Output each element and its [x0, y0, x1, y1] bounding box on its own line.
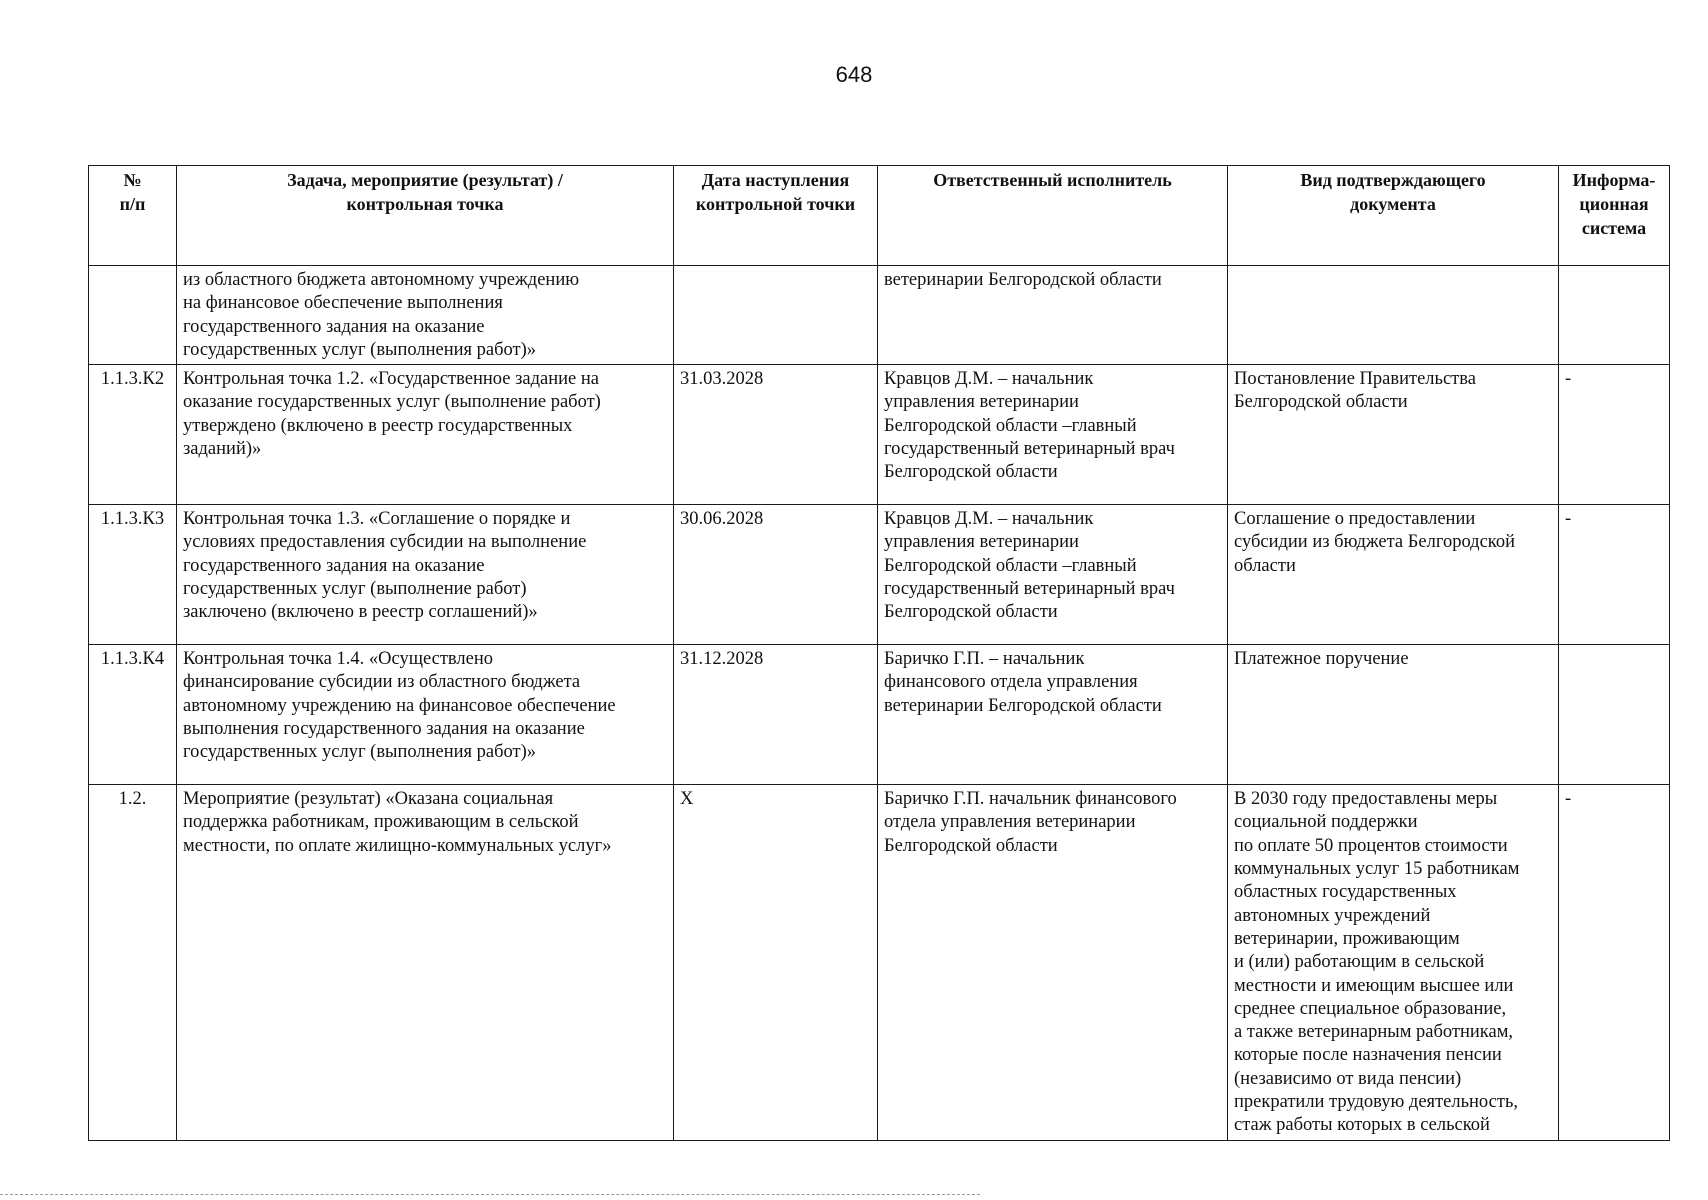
- row-date: 30.06.2028: [674, 505, 878, 645]
- row-date: X: [674, 785, 878, 1140]
- row-executor: Баричко Г.П. – начальник финансового отдела управления ветеринарии Белгородской области: [878, 645, 1228, 785]
- row-task: из областного бюджета автономному учреждению на финансовое обеспечение выполнения государственного задания на оказание государственных услуг (выполнения работ)»: [177, 266, 674, 365]
- table-row: [89, 266, 1670, 365]
- row-number: 1.1.3.К3: [89, 505, 177, 645]
- row-system: -: [1559, 785, 1670, 1140]
- row-date: [674, 266, 878, 365]
- row-system: [1559, 645, 1670, 785]
- header-system: Информа- ционная система: [1559, 166, 1670, 266]
- control-points-table: [88, 165, 1670, 1141]
- row-date: 31.12.2028: [674, 645, 878, 785]
- row-document: Постановление Правительства Белгородской области: [1228, 365, 1559, 505]
- row-date: 31.03.2028: [674, 365, 878, 505]
- header-executor: Ответственный исполнитель: [878, 166, 1228, 266]
- table-row: [89, 785, 1670, 1140]
- row-number: 1.1.3.К2: [89, 365, 177, 505]
- row-task: Контрольная точка 1.2. «Государственное задание на оказание государственных услуг (выполнение работ) утверждено (включено в реестр государственных заданий)»: [177, 365, 674, 505]
- row-document: В 2030 году предоставлены меры социальной поддержки по оплате 50 процентов стоимости коммунальных услуг 15 работникам областных государственных автономных учреждений ветеринарии, проживающим и (или) работающим в сельской местности и имеющим высшее или среднее специальное образование, а также ветеринарным работникам, которые после назначения пенсии (независимо от вида пенсии) прекратили трудовую деятельность, стаж работы которых в сельской: [1228, 785, 1559, 1140]
- table-row: [89, 365, 1670, 505]
- row-number: 1.1.3.К4: [89, 645, 177, 785]
- row-system: [1559, 266, 1670, 365]
- row-task: Контрольная точка 1.3. «Соглашение о порядке и условиях предоставления субсидии на выполнение государственного задания на оказание государственных услуг (выполнение работ) заключено (включено в реестр соглашений)»: [177, 505, 674, 645]
- row-executor: Кравцов Д.М. – начальник управления ветеринарии Белгородской области –главный государственный ветеринарный врач Белгородской области: [878, 365, 1228, 505]
- scan-edge-line: [0, 1194, 980, 1195]
- header-task: Задача, мероприятие (результат) / контрольная точка: [177, 166, 674, 266]
- row-executor: Кравцов Д.М. – начальник управления ветеринарии Белгородской области –главный государственный ветеринарный врач Белгородской области: [878, 505, 1228, 645]
- row-document: [1228, 266, 1559, 365]
- row-system: -: [1559, 365, 1670, 505]
- row-number: 1.2.: [89, 785, 177, 1140]
- row-executor: Баричко Г.П. начальник финансового отдела управления ветеринарии Белгородской области: [878, 785, 1228, 1140]
- row-executor: ветеринарии Белгородской области: [878, 266, 1228, 365]
- row-document: Платежное поручение: [1228, 645, 1559, 785]
- header-row: [89, 166, 1670, 266]
- page-number: 648: [835, 62, 873, 87]
- header-document: Вид подтверждающего документа: [1228, 166, 1559, 266]
- header-date: Дата наступления контрольной точки: [674, 166, 878, 266]
- row-task: Контрольная точка 1.4. «Осуществлено финансирование субсидии из областного бюджета автономному учреждению на финансовое обеспечение выполнения государственного задания на оказание государственных услуг (выполнения работ)»: [177, 645, 674, 785]
- row-document: Соглашение о предоставлении субсидии из бюджета Белгородской области: [1228, 505, 1559, 645]
- table-row: [89, 505, 1670, 645]
- table-row: [89, 645, 1670, 785]
- row-number: [89, 266, 177, 365]
- row-system: -: [1559, 505, 1670, 645]
- header-number: № п/п: [89, 166, 177, 266]
- row-task: Мероприятие (результат) «Оказана социальная поддержка работникам, проживающим в сельской местности, по оплате жилищно-коммунальных услуг»: [177, 785, 674, 1140]
